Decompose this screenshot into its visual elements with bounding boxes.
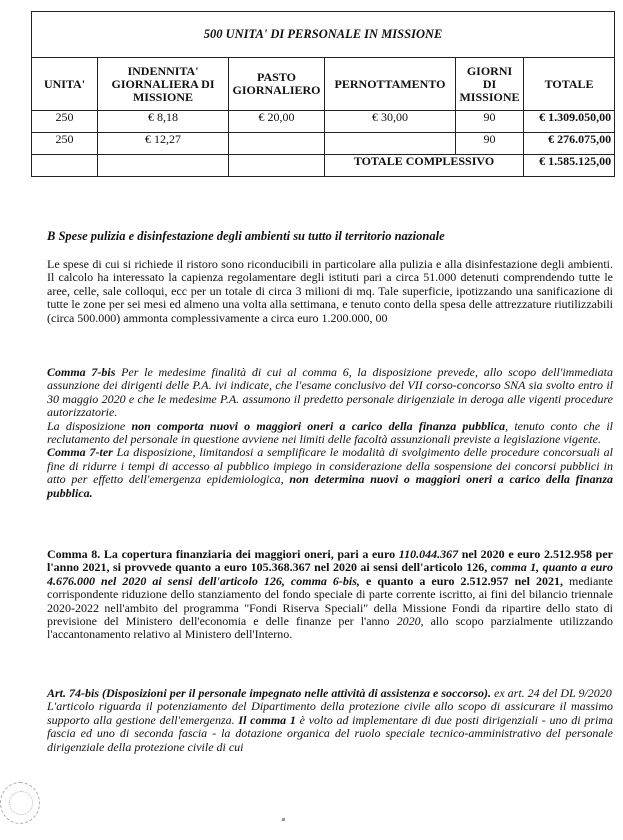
- comma-7bis-text: Per le medesime finalità di cui al comma 6, la disposizione prevede, allo scopo dell'immediata assunzione dei dirigenti delle P.A. ivi indicate, che l'esame conclusivo del VII corso-concorso SNA sia svolto entro il 30 maggio 2020 e che le medesime P.A. assumono il predetto personale dirigenziale in deroga alle vigenti procedure autorizzatorie.: [47, 365, 614, 420]
- comma-8-part5: , allo scopo parzialmente utilizzando l'accantonamento relativo al Ministero dell'Interno.: [47, 614, 613, 642]
- comma-8-part2: nel 2020 e euro 2.512.958 per l'anno 2021, si provvede quanto a euro 105.368.367 nel 2020 ai sensi dell'articolo 126,: [47, 547, 613, 575]
- table-row: [32, 133, 615, 155]
- section-b-paragraph: Le spese di cui si richiede il ristoro sono riconducibili in particolare alla pulizia e alla disinfestazione degli ambienti. Il calcolo ha interessato la capienza regolamentare degli istituti pari a circa 51.000 detenuti comprendendo tutte le aree, celle, sale colloqui, ecc per un totale di circa 3 milioni di mq. Tale superficie, ipotizzando una sanificazione di tutte le zone per sei mesi ed almeno una volta alla settimana, e tenuto conto della spesa delle attrezzature riutilizzabili (circa 500.000) ammonta complessivamente a circa euro 1.200.000, 00: [47, 257, 613, 325]
- comma-8-value2: comma 1, quanto a euro 4.676.000 nel 2020 ai sensi dell'articolo 126, comma 6-bis,: [47, 560, 613, 588]
- comma-7bis-neutral-bold: non comporta nuovi o maggiori oneri a carico della finanza pubblica: [131, 418, 506, 433]
- comma-7ter-text: La disposizione, limitandosi a semplificare le modalità di svolgimento delle procedure concorsuali al fine di ridurre i tempi di accesso al pubblico impiego in considerazione della sospensione dei concorsi pubblici in atto per effetto dell'emergenza epidemiologica,: [47, 445, 613, 487]
- total-label: TOTALE COMPLESSIVO: [325, 155, 524, 177]
- column-header: GIORNI DI MISSIONE: [456, 58, 524, 111]
- table-caption: 500 UNITA' DI PERSONALE IN MISSIONE: [32, 12, 615, 58]
- table-cell: [32, 155, 98, 177]
- table-cell: [325, 133, 456, 155]
- table-cell: 90: [456, 111, 524, 133]
- art-74bis-bold: Il comma 1: [238, 712, 296, 727]
- table-row: [32, 111, 615, 133]
- comma-8-year: 2020: [396, 614, 421, 629]
- mission-personnel-table: [31, 11, 615, 177]
- column-header: PERNOTTAMENTO: [325, 58, 456, 111]
- total-value: € 1.585.125,00: [524, 155, 615, 177]
- comma-7bis-label: Comma 7-bis: [47, 365, 116, 379]
- comma-7bis-neutral-pre: La disposizione: [47, 418, 132, 433]
- art-74bis-ref: ex art. 24 del DL 9/2020: [491, 686, 612, 700]
- table-cell: € 276.075,00: [524, 133, 615, 155]
- art-74bis-text1: L'articolo riguarda il potenziamento del Dipartimento della protezione civile allo scopo di assicurare il massimo supporto alla gestione dell'emergenza.: [47, 699, 613, 727]
- column-header: TOTALE: [524, 58, 615, 111]
- comma-7ter-bold: non determina nuovi o maggiori oneri a carico della finanza pubblica.: [47, 472, 613, 500]
- column-header: PASTO GIORNALIERO: [229, 58, 325, 111]
- table-cell: [98, 155, 229, 177]
- art-74bis-title: Art. 74-bis (Disposizioni per il personale impegnato nelle attività di assistenza e soccorso).: [47, 686, 492, 700]
- table-cell: 90: [456, 133, 524, 155]
- column-header: UNITA': [32, 58, 98, 111]
- table-cell: [229, 155, 325, 177]
- table-cell: 250: [32, 111, 98, 133]
- comma-8-part1: Comma 8. La copertura finanziaria dei maggiori oneri, pari a euro: [47, 547, 399, 561]
- section-b-heading: B Spese pulizia e disinfestazione degli ambienti su tutto il territorio nazionale: [47, 229, 445, 243]
- table-cell: [229, 133, 325, 155]
- table-cell: € 8,18: [98, 111, 229, 133]
- comma-8-value1: 110.044.367: [398, 547, 459, 561]
- comma-8-part3: e quanto a euro 2.512.957 nel 2021,: [359, 573, 563, 588]
- art-74bis-paragraph: [47, 687, 613, 754]
- comma-8-paragraph: [47, 548, 613, 642]
- table-cell: € 1.309.050,00: [524, 111, 615, 133]
- table-cell: € 12,27: [98, 133, 229, 155]
- table-total-row: [32, 155, 615, 177]
- table-cell: € 20,00: [229, 111, 325, 133]
- stamp-seal-icon: [0, 782, 40, 824]
- comma-7ter-label: Comma 7-ter: [47, 445, 113, 460]
- comma-8-part4: mediante corrispondente riduzione dello stanziamento del fondo speciale di parte corrente iscritto, ai fini del bilancio triennale 2020-2022 nell'ambito del programma "Fondi Riserva Speciali" della Missione Fondi da ripartire dello stato di previsione del Ministero dell'economia e delle finanze per l'anno: [47, 573, 613, 629]
- comma-7bis-neutral-post: , tenuto conto che il reclutamento del personale in questione avviene nei limiti delle facoltà assunzionali previste a legislazione vigente.: [47, 418, 613, 447]
- column-header: INDENNITA' GIORNALIERA DI MISSIONE: [98, 58, 229, 111]
- art-74bis-text2: è volto ad implementare di due posti dirigenziali - uno di prima fascia ed uno di seconda fascia - la dotazione organica del ruolo speciale tecnico-amministrativo del personale dirigenziale della protezione civile di cui: [47, 712, 613, 754]
- table-cell: 250: [32, 133, 98, 155]
- comma-7bis-paragraph: [47, 366, 613, 500]
- scan-mark: [282, 818, 285, 821]
- table-cell: € 30,00: [325, 111, 456, 133]
